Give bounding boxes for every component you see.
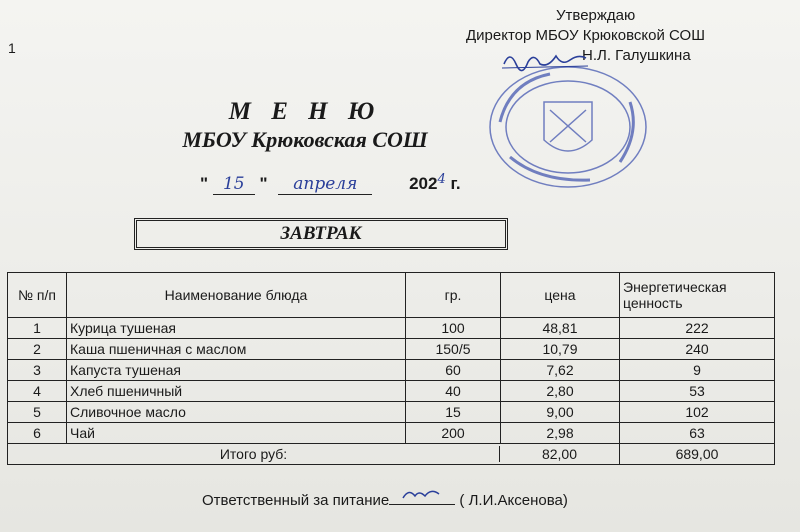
responsible-label: Ответственный за питание <box>202 492 390 509</box>
price: 2,98 <box>501 423 620 444</box>
price: 7,62 <box>501 360 620 381</box>
total-energy: 689,00 <box>620 444 775 465</box>
table-row <box>8 339 775 360</box>
table-header-row <box>8 273 775 318</box>
table-row <box>8 423 775 444</box>
date-open-quote: " <box>200 174 209 193</box>
meal-heading: ЗАВТРАК <box>134 218 508 250</box>
row-number: 6 <box>8 423 67 444</box>
row-number: 5 <box>8 402 67 423</box>
table-row <box>8 402 775 423</box>
row-number: 1 <box>8 318 67 339</box>
col-number: № п/п <box>8 273 67 318</box>
date-day: 15 <box>222 174 245 194</box>
menu-table <box>7 272 775 465</box>
official-stamp <box>480 62 680 192</box>
energy: 222 <box>620 318 775 339</box>
total-price: 82,00 <box>541 446 578 462</box>
date-year-suffix: г. <box>450 174 461 193</box>
energy: 9 <box>620 360 775 381</box>
col-dish: Наименование блюда <box>67 273 406 318</box>
total-row <box>8 444 775 465</box>
director-signature <box>500 46 590 76</box>
table-row <box>8 318 775 339</box>
grams: 15 <box>406 402 501 423</box>
table-row <box>8 381 775 402</box>
grams: 40 <box>406 381 501 402</box>
col-grams: гр. <box>406 273 501 318</box>
menu-title: М Е Н Ю <box>228 98 382 125</box>
responsible-signature <box>389 490 455 505</box>
row-number: 3 <box>8 360 67 381</box>
date-close-quote: " <box>259 174 268 193</box>
grams: 150/5 <box>406 339 501 360</box>
dish-name: Хлеб пшеничный <box>67 381 406 402</box>
date-year-digit: 4 <box>437 172 446 187</box>
footer <box>202 490 568 509</box>
dish-name: Курица тушеная <box>67 318 406 339</box>
energy: 53 <box>620 381 775 402</box>
grams: 60 <box>406 360 501 381</box>
row-number: 4 <box>8 381 67 402</box>
date-line <box>200 172 461 195</box>
approval-position: Директор МБОУ Крюковской СОШ <box>466 27 705 44</box>
school-title: МБОУ Крюковская СОШ <box>182 127 428 152</box>
date-month: апреля <box>293 174 358 194</box>
price: 2,80 <box>501 381 620 402</box>
grams: 200 <box>406 423 501 444</box>
responsible-name: ( Л.И.Аксенова) <box>459 492 568 509</box>
energy: 240 <box>620 339 775 360</box>
col-price: цена <box>501 273 620 318</box>
dish-name: Чай <box>67 423 406 444</box>
table-row <box>8 360 775 381</box>
energy: 63 <box>620 423 775 444</box>
dish-name: Сливочное масло <box>67 402 406 423</box>
approval-name: Н.Л. Галушкина <box>582 47 691 64</box>
dish-name: Капуста тушеная <box>67 360 406 381</box>
price: 48,81 <box>501 318 620 339</box>
energy: 102 <box>620 402 775 423</box>
price: 9,00 <box>501 402 620 423</box>
approval-title: Утверждаю <box>556 7 636 24</box>
total-label: Итого руб: <box>8 446 500 462</box>
row-number: 2 <box>8 339 67 360</box>
price: 10,79 <box>501 339 620 360</box>
col-energy: Энергетическая ценность <box>620 273 775 318</box>
dish-name: Каша пшеничная с маслом <box>67 339 406 360</box>
page-number: 1 <box>8 40 16 56</box>
date-year-prefix: 202 <box>409 174 438 193</box>
grams: 100 <box>406 318 501 339</box>
